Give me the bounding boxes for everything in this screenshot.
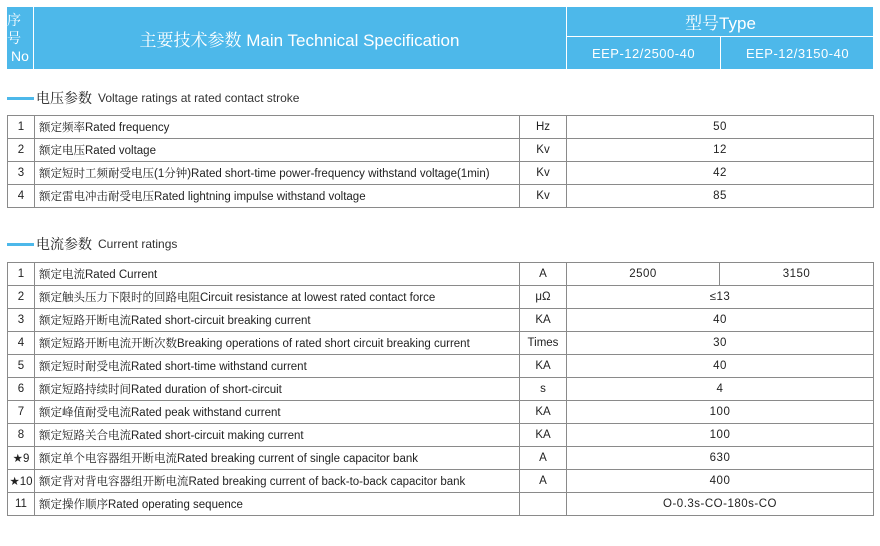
model-eep-12-3150-40: EEP-12/3150-40 — [745, 45, 850, 61]
parameter-description: 额定电流Rated Current — [35, 263, 520, 286]
parameter-description: 额定频率Rated frequency — [35, 116, 520, 139]
table-row — [8, 162, 874, 185]
unit-cell: KA — [520, 424, 567, 447]
parameter-description: 额定雷电冲击耐受电压Rated lightning impulse withstand voltage — [35, 185, 520, 208]
value-cell: 400 — [567, 470, 874, 493]
no-column-header — [7, 7, 34, 69]
parameter-description: 额定短路关合电流Rated short-circuit making current — [35, 424, 520, 447]
row-number: 1 — [8, 263, 35, 286]
unit-cell: Hz — [520, 116, 567, 139]
type-label: 型号Type — [567, 7, 874, 37]
model-eep-12-2500-40: EEP-12/2500-40 — [567, 37, 721, 69]
value-cell: 12 — [567, 139, 874, 162]
parameter-description: 额定操作顺序Rated operating sequence — [35, 493, 520, 516]
row-number: 1 — [8, 116, 35, 139]
row-number: 11 — [8, 493, 35, 516]
value-cell: 630 — [567, 447, 874, 470]
row-number: 2 — [8, 286, 35, 309]
unit-cell: KA — [520, 309, 567, 332]
table-row — [8, 332, 874, 355]
value-cell: 100 — [567, 424, 874, 447]
unit-cell: Kv — [520, 185, 567, 208]
value-cell: 2500 — [567, 263, 720, 286]
unit-cell — [520, 493, 567, 516]
value-cell: 4 — [567, 378, 874, 401]
unit-cell: Kv — [520, 162, 567, 185]
unit-cell: Kv — [520, 139, 567, 162]
table-row — [8, 378, 874, 401]
value-cell: 42 — [567, 162, 874, 185]
table-row — [8, 470, 874, 493]
unit-cell: s — [520, 378, 567, 401]
unit-cell: A — [520, 263, 567, 286]
parameter-description: 额定短路开断电流开断次数Breaking operations of rated short circuit breaking current — [35, 332, 520, 355]
row-number: 8 — [8, 424, 35, 447]
parameter-description: 额定短路开断电流Rated short-circuit breaking current — [35, 309, 520, 332]
section-title-zh: 电压参数 — [36, 90, 92, 106]
row-number: 4 — [8, 332, 35, 355]
no-label-zh: 序号 — [7, 12, 21, 46]
voltage-ratings-table — [7, 115, 874, 208]
row-number: 4 — [8, 185, 35, 208]
value-cell: 50 — [567, 116, 874, 139]
section-title-en: Voltage ratings at rated contact stroke — [98, 91, 300, 105]
parameter-description: 额定背对背电容器组开断电流Rated breaking current of back-to-back capacitor bank — [35, 470, 520, 493]
unit-cell: KA — [520, 355, 567, 378]
section-accent-bar — [7, 243, 34, 246]
parameter-description: 额定短时工频耐受电压(1分钟)Rated short-time power-frequency withstand voltage(1min) — [35, 162, 520, 185]
value-cell: 30 — [567, 332, 874, 355]
parameter-description: 额定峰值耐受电流Rated peak withstand current — [35, 401, 520, 424]
row-number: 3 — [8, 309, 35, 332]
table-header — [7, 7, 873, 69]
section-title-en: Current ratings — [98, 237, 178, 251]
section-heading-voltage — [7, 89, 299, 107]
table-row — [8, 263, 874, 286]
table-row — [8, 185, 874, 208]
row-number: 7 — [8, 401, 35, 424]
spec-title: 主要技术参数 Main Technical Specification — [139, 30, 460, 50]
table-row — [8, 424, 874, 447]
unit-cell: μΩ — [520, 286, 567, 309]
value-cell: 100 — [567, 401, 874, 424]
unit-cell: A — [520, 470, 567, 493]
value-cell: 85 — [567, 185, 874, 208]
value-cell: 40 — [567, 355, 874, 378]
parameter-description: 额定电压Rated voltage — [35, 139, 520, 162]
value-cell: 3150 — [720, 263, 874, 286]
table-row — [8, 139, 874, 162]
value-cell: O-0.3s-CO-180s-CO — [567, 493, 874, 516]
unit-cell: KA — [520, 401, 567, 424]
no-label-en: No — [11, 48, 29, 64]
table-row — [8, 355, 874, 378]
current-ratings-table — [7, 262, 874, 516]
section-heading-current — [7, 235, 177, 253]
parameter-description: 额定短路持续时间Rated duration of short-circuit — [35, 378, 520, 401]
unit-cell: A — [520, 447, 567, 470]
table-row — [8, 493, 874, 516]
parameter-description: 额定单个电容器组开断电流Rated breaking current of single capacitor bank — [35, 447, 520, 470]
row-number: 2 — [8, 139, 35, 162]
section-title-zh: 电流参数 — [36, 236, 92, 252]
table-row — [8, 116, 874, 139]
value-cell: 40 — [567, 309, 874, 332]
section-accent-bar — [7, 97, 34, 100]
parameter-description: 额定短时耐受电流Rated short-time withstand current — [35, 355, 520, 378]
table-row — [8, 309, 874, 332]
table-row — [8, 286, 874, 309]
table-row — [8, 447, 874, 470]
row-number: ★9 — [8, 447, 35, 470]
row-number: 6 — [8, 378, 35, 401]
row-number: 5 — [8, 355, 35, 378]
value-cell: ≤13 — [567, 286, 874, 309]
table-row — [8, 401, 874, 424]
unit-cell: Times — [520, 332, 567, 355]
parameter-description: 额定触头压力下限时的回路电阻Circuit resistance at lowest rated contact force — [35, 286, 520, 309]
row-number: ★10 — [8, 470, 35, 493]
row-number: 3 — [8, 162, 35, 185]
type-column-header — [566, 7, 874, 69]
